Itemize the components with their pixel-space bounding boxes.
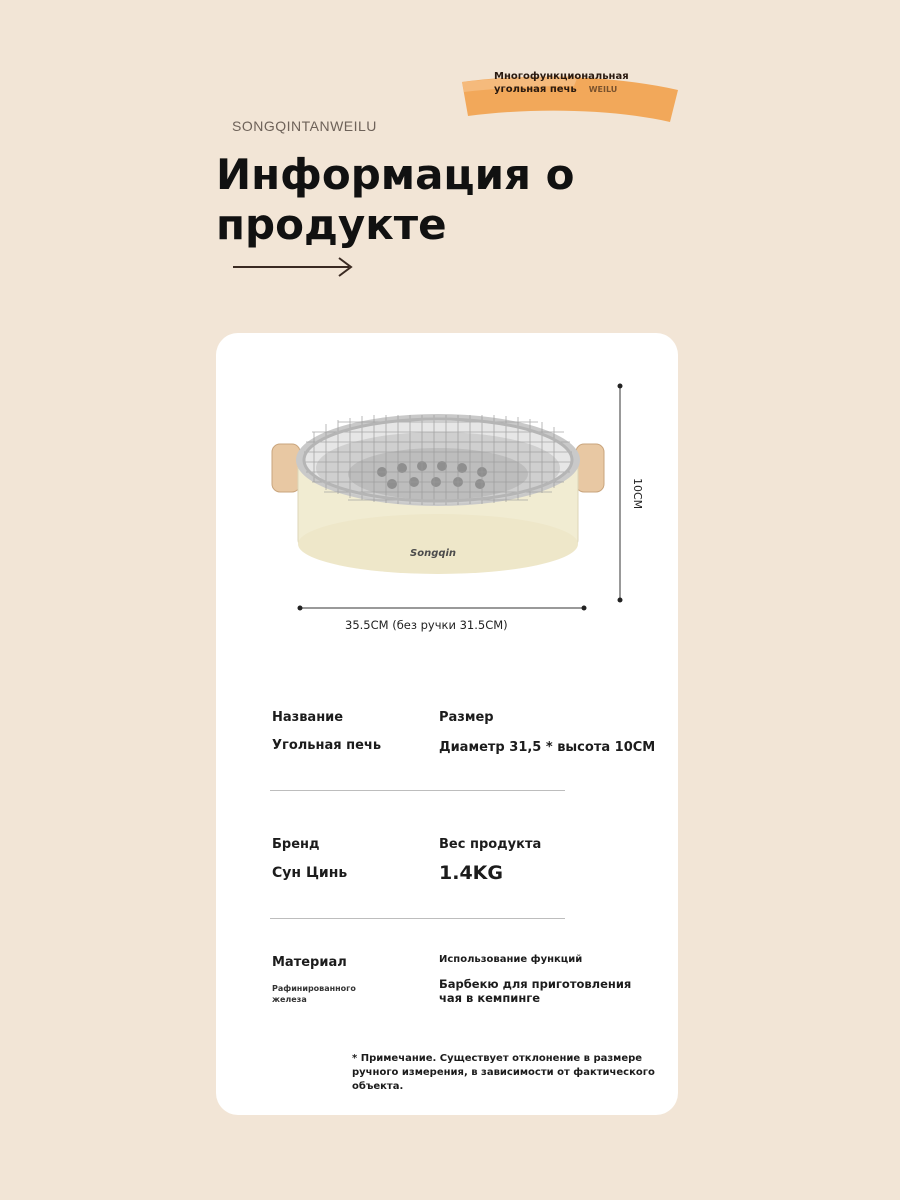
material-value: Рафинированного железа (272, 984, 356, 1004)
arrow-right-icon (233, 256, 357, 278)
brand-label: Бренд (272, 837, 320, 852)
name-label: Название (272, 710, 344, 725)
size-value: Диаметр 31,5 * высота 10CM (439, 740, 656, 755)
product-logo: Songqin (410, 548, 457, 559)
badge-text (494, 70, 629, 96)
usage-value: Барбекю для приготовления чая в кемпинге (439, 977, 632, 1005)
brand-name: SONGQINTANWEILU (232, 118, 377, 134)
badge-line1: Многофункциональная (494, 71, 629, 82)
weight-label: Вес продукта (439, 837, 542, 852)
material-label: Материал (272, 955, 347, 970)
feature-badge (458, 70, 683, 126)
size-label: Размер (439, 710, 494, 725)
usage-label: Использование функций (439, 954, 583, 965)
charcoal-grill-image (262, 372, 652, 632)
measurement-note: * Примечание. Существует отклонение в размере ручного измерения, в зависимости от фактического объекта. (352, 1053, 655, 1092)
divider (270, 790, 565, 791)
page-title: Информация о продукте (216, 150, 575, 249)
divider (270, 918, 565, 919)
brand-value: Сун Цинь (272, 865, 348, 881)
badge-line2: угольная печь WEILU (494, 84, 618, 95)
weight-value: 1.4KG (439, 862, 503, 884)
badge-tail: WEILU (588, 85, 618, 94)
name-value: Угольная печь (272, 738, 382, 753)
height-dimension-label: 10CM (631, 478, 644, 510)
width-dimension-label: 35.5CM (без ручки 31.5CM) (345, 618, 508, 632)
